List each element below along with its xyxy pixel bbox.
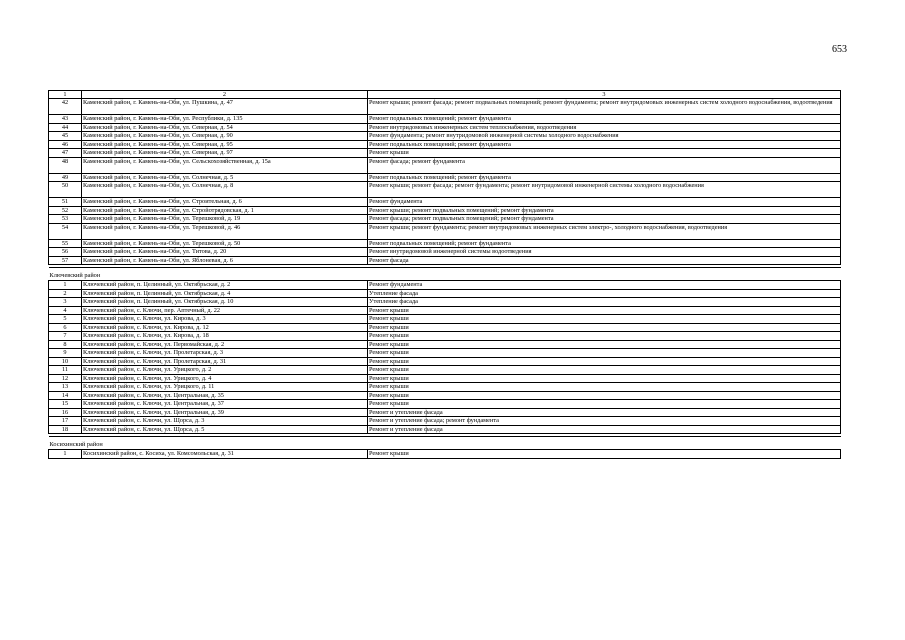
building-address: Ключевский район, с. Ключи, ул. Щорса, д. 3 (82, 417, 368, 426)
table-row (49, 306, 841, 315)
row-number: 45 (49, 132, 82, 141)
repair-works: Ремонт подвальных помещений; ремонт фундамента (368, 173, 841, 182)
table-row (49, 256, 841, 265)
table-row (49, 400, 841, 409)
table-row (49, 289, 841, 298)
building-address: Ключевский район, с. Ключи, пер. Аптечный, д. 22 (82, 306, 368, 315)
row-number: 17 (49, 417, 82, 426)
repair-works: Ремонт подвальных помещений; ремонт фундамента (368, 239, 841, 248)
building-address: Каменский район, г. Камень-на-Оби, ул. Сельскохозяйственная, д. 15а (82, 157, 368, 173)
row-number: 2 (49, 289, 82, 298)
page-number: 653 (832, 44, 847, 55)
repair-works: Ремонт фундамента (368, 281, 841, 290)
repair-works: Ремонт фасада; ремонт подвальных помещений; ремонт фундамента (368, 215, 841, 224)
row-number: 11 (49, 366, 82, 375)
repair-works: Ремонт крыши (368, 332, 841, 341)
repair-works: Ремонт и утепление фасада (368, 408, 841, 417)
repair-works: Ремонт крыши (368, 349, 841, 358)
row-number: 1 (49, 281, 82, 290)
row-number: 54 (49, 223, 82, 239)
building-address: Каменский район, г. Камень-на-Оби, ул. Солнечная, д. 5 (82, 173, 368, 182)
table-row (49, 357, 841, 366)
building-address: Каменский район, г. Камень-на-Оби, ул. Республики, д. 135 (82, 115, 368, 124)
building-address: Ключевский район, с. Ключи, ул. Пролетарская, д. 31 (82, 357, 368, 366)
row-number: 43 (49, 115, 82, 124)
row-number: 48 (49, 157, 82, 173)
row-number: 56 (49, 248, 82, 257)
table-row (49, 383, 841, 392)
repair-works: Ремонт внутридомовых инженерных систем теплоснабжения, водоотведения (368, 123, 841, 132)
column-number-1: 1 (49, 91, 82, 99)
district-title: Ключевский район (49, 268, 841, 281)
row-number: 13 (49, 383, 82, 392)
row-number: 16 (49, 408, 82, 417)
row-number: 15 (49, 400, 82, 409)
row-number: 18 (49, 425, 82, 434)
district-header-row (49, 437, 841, 450)
building-address: Каменский район, г. Камень-на-Оби, ул. Стройотрядовская, д. 1 (82, 206, 368, 215)
column-number-2: 2 (82, 91, 368, 99)
table-row (49, 223, 841, 239)
table-row (49, 391, 841, 400)
row-number: 9 (49, 349, 82, 358)
building-address: Ключевский район, с. Ключи, ул. Первомайская, д. 2 (82, 340, 368, 349)
table-row (49, 298, 841, 307)
repair-works: Ремонт крыши (368, 400, 841, 409)
repair-works: Ремонт крыши (368, 149, 841, 158)
building-address: Каменский район, г. Камень-на-Оби, ул. Пушкина, д. 47 (82, 99, 368, 115)
row-number: 46 (49, 140, 82, 149)
table-row (49, 198, 841, 207)
building-address: Ключевский район, с. Ключи, ул. Пролетарская, д. 3 (82, 349, 368, 358)
row-number: 49 (49, 173, 82, 182)
building-address: Ключевский район, с. Ключи, ул. Щорса, д. 5 (82, 425, 368, 434)
repair-works: Ремонт крыши (368, 357, 841, 366)
table-row (49, 332, 841, 341)
table-row (49, 374, 841, 383)
building-address: Каменский район, г. Камень-на-Оби, ул. Северная, д. 54 (82, 123, 368, 132)
building-address: Ключевский район, с. Ключи, ул. Центральная, д. 37 (82, 400, 368, 409)
repair-works: Ремонт фасада (368, 256, 841, 265)
table-row (49, 140, 841, 149)
building-address: Ключевский район, с. Ключи, ул. Центральная, д. 39 (82, 408, 368, 417)
building-address: Каменский район, г. Камень-на-Оби, ул. Строительная, д. 6 (82, 198, 368, 207)
repair-works: Ремонт подвальных помещений; ремонт фундамента (368, 140, 841, 149)
district-header-row (49, 268, 841, 281)
repair-works: Ремонт фасада; ремонт фундамента (368, 157, 841, 173)
repair-works: Ремонт крыши (368, 391, 841, 400)
table-row (49, 99, 841, 115)
column-number-3: 3 (368, 91, 841, 99)
row-number: 42 (49, 99, 82, 115)
table-row (49, 123, 841, 132)
building-address: Ключевский район, с. Ключи, ул. Урицкого, д. 11 (82, 383, 368, 392)
table-row (49, 132, 841, 141)
row-number: 52 (49, 206, 82, 215)
repair-works: Ремонт фундамента; ремонт внутридомовой инженерной системы холодного водоснабжения (368, 132, 841, 141)
row-number: 3 (49, 298, 82, 307)
building-address: Ключевский район, п. Целинный, ул. Октябрьская, д. 4 (82, 289, 368, 298)
building-address: Ключевский район, с. Ключи, ул. Урицкого, д. 2 (82, 366, 368, 375)
repair-works: Ремонт крыши (368, 323, 841, 332)
row-number: 8 (49, 340, 82, 349)
row-number: 57 (49, 256, 82, 265)
repair-works: Ремонт крыши (368, 450, 841, 459)
table-row (49, 206, 841, 215)
table-row (49, 215, 841, 224)
building-address: Ключевский район, с. Ключи, ул. Урицкого, д. 4 (82, 374, 368, 383)
building-address: Ключевский район, п. Целинный, ул. Октябрьская, д. 10 (82, 298, 368, 307)
row-number: 1 (49, 450, 82, 459)
building-address: Каменский район, г. Камень-на-Оби, ул. Северная, д. 90 (82, 132, 368, 141)
repair-works: Утепление фасада (368, 298, 841, 307)
row-number: 7 (49, 332, 82, 341)
building-address: Каменский район, г. Камень-на-Оби, ул. Терешковой, д. 46 (82, 223, 368, 239)
repair-works: Ремонт внутридомовой инженерной системы водоотведения (368, 248, 841, 257)
repair-works: Ремонт крыши (368, 383, 841, 392)
repair-works: Ремонт крыши; ремонт фасада; ремонт фундамента; ремонт внутридомовой инженерной системы холодного водоснабжения (368, 182, 841, 198)
repair-works: Ремонт подвальных помещений; ремонт фундамента (368, 115, 841, 124)
row-number: 44 (49, 123, 82, 132)
row-number: 47 (49, 149, 82, 158)
table-row (49, 149, 841, 158)
table-row (49, 157, 841, 173)
repair-works: Ремонт крыши (368, 340, 841, 349)
repair-works: Ремонт крыши (368, 366, 841, 375)
repair-works: Ремонт крыши; ремонт фундамента; ремонт внутридомовых инженерных систем электро-, холодного водоснабжения, водоотведения (368, 223, 841, 239)
building-address: Каменский район, г. Камень-на-Оби, ул. Титова, д. 20 (82, 248, 368, 257)
table-row (49, 349, 841, 358)
row-number: 5 (49, 315, 82, 324)
table-row (49, 248, 841, 257)
row-number: 55 (49, 239, 82, 248)
row-number: 10 (49, 357, 82, 366)
building-address: Каменский район, г. Камень-на-Оби, ул. Яблоневая, д. 6 (82, 256, 368, 265)
building-address: Каменский район, г. Камень-на-Оби, ул. Северная, д. 95 (82, 140, 368, 149)
repair-works: Ремонт крыши; ремонт подвальных помещений; ремонт фундамента (368, 206, 841, 215)
table-row (49, 366, 841, 375)
building-address: Ключевский район, с. Ключи, ул. Центральная, д. 35 (82, 391, 368, 400)
table-row (49, 281, 841, 290)
column-number-row (49, 91, 841, 99)
district-title: Косихинский район (49, 437, 841, 450)
repair-works: Ремонт крыши (368, 374, 841, 383)
repair-works: Ремонт и утепление фасада (368, 425, 841, 434)
row-number: 50 (49, 182, 82, 198)
row-number: 4 (49, 306, 82, 315)
table-row (49, 115, 841, 124)
table-row (49, 315, 841, 324)
table-row (49, 425, 841, 434)
repair-works: Ремонт крыши; ремонт фасада; ремонт подвальных помещений; ремонт фундамента; ремонт внутридомовых инженерных систем холодного водоснабжения, водоотведения (368, 99, 841, 115)
building-address: Ключевский район, с. Ключи, ул. Кирова, д. 12 (82, 323, 368, 332)
table-row (49, 450, 841, 459)
row-number: 51 (49, 198, 82, 207)
table-row (49, 340, 841, 349)
table-row (49, 173, 841, 182)
table-row (49, 182, 841, 198)
repair-works: Ремонт крыши (368, 306, 841, 315)
building-address: Косихинский район, с. Косиха, ул. Комсомольская, д. 31 (82, 450, 368, 459)
row-number: 6 (49, 323, 82, 332)
row-number: 14 (49, 391, 82, 400)
repair-works: Ремонт фундамента (368, 198, 841, 207)
building-address: Каменский район, г. Камень-на-Оби, ул. Солнечная, д. 8 (82, 182, 368, 198)
building-address: Каменский район, г. Камень-на-Оби, ул. Северная, д. 97 (82, 149, 368, 158)
row-number: 53 (49, 215, 82, 224)
repair-works: Ремонт крыши (368, 315, 841, 324)
building-address: Каменский район, г. Камень-на-Оби, ул. Терешковой, д. 50 (82, 239, 368, 248)
building-address: Ключевский район, с. Ключи, ул. Кирова, д. 3 (82, 315, 368, 324)
building-address: Ключевский район, с. Ключи, ул. Кирова, д. 18 (82, 332, 368, 341)
table-row (49, 239, 841, 248)
repair-works: Утепление фасада (368, 289, 841, 298)
table-row (49, 417, 841, 426)
register-table (48, 90, 841, 459)
table-row (49, 408, 841, 417)
building-address: Ключевский район, п. Целинный, ул. Октябрьская, д. 2 (82, 281, 368, 290)
table-row (49, 323, 841, 332)
row-number: 12 (49, 374, 82, 383)
building-address: Каменский район, г. Камень-на-Оби, ул. Терешковой, д. 19 (82, 215, 368, 224)
repair-works: Ремонт и утепление фасада; ремонт фундамента (368, 417, 841, 426)
